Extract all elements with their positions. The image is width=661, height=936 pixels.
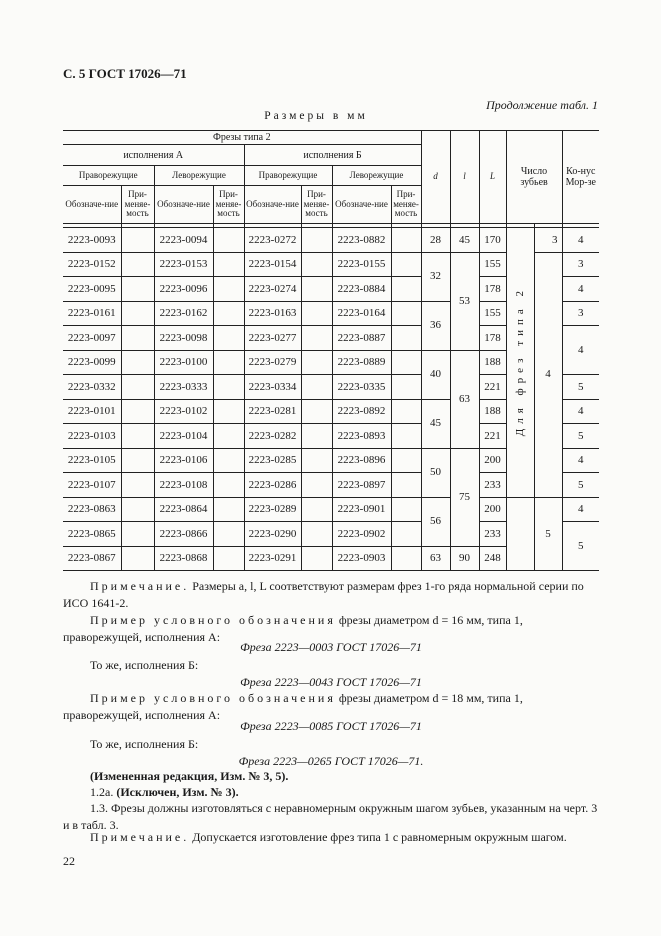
header-l: l bbox=[450, 131, 479, 224]
cell-L: 178 bbox=[479, 326, 506, 351]
code-a-right: 2223-0107 bbox=[63, 473, 121, 498]
page-number: 22 bbox=[63, 854, 75, 868]
cell-d: 63 bbox=[421, 546, 450, 571]
code-a-left: 2223-0104 bbox=[154, 424, 213, 449]
note-1-text: Размеры a, l, L соответствуют размерам фрез 1-го ряда нормальной серии по ИСО 1641-2. bbox=[63, 579, 584, 610]
code-b-right: 2223-0334 bbox=[244, 375, 301, 400]
code-b-right: 2223-0154 bbox=[244, 252, 301, 277]
code-a-right: 2223-0865 bbox=[63, 522, 121, 547]
clause-1-2a-text: (Исключен, Изм. № 3). bbox=[116, 785, 239, 799]
code-a-right: 2223-0105 bbox=[63, 448, 121, 473]
cell-d: 40 bbox=[421, 350, 450, 399]
header-right-a: Праворежущие bbox=[63, 166, 154, 186]
cell-d: 56 bbox=[421, 497, 450, 546]
header-appl: При-меняе-мость bbox=[121, 186, 154, 224]
code-a-left: 2223-0333 bbox=[154, 375, 213, 400]
code-a-left: 2223-0100 bbox=[154, 350, 213, 375]
note-1-label: Примечание. bbox=[90, 579, 190, 593]
example-2-text: фрезы диаметром d = 18 мм, типа 1, праворежущей, исполнения А: bbox=[63, 691, 523, 722]
code-a-left: 2223-0106 bbox=[154, 448, 213, 473]
cell-teeth: 5 bbox=[534, 497, 562, 571]
header-right-b: Праворежущие bbox=[244, 166, 332, 186]
code-b-left: 2223-0155 bbox=[332, 252, 391, 277]
code-b-right: 2223-0291 bbox=[244, 546, 301, 571]
code-b-left: 2223-0892 bbox=[332, 399, 391, 424]
header-d: d bbox=[421, 131, 450, 224]
clause-1-2a bbox=[90, 784, 239, 801]
cell-L: 221 bbox=[479, 424, 506, 449]
code-a-right: 2223-0863 bbox=[63, 497, 121, 522]
cell-cone: 4 bbox=[562, 399, 599, 424]
code-a-left: 2223-0102 bbox=[154, 399, 213, 424]
cell-teeth: 4 bbox=[534, 252, 562, 497]
example-1-text: фрезы диаметром d = 16 мм, типа 1, праворежущей, исполнения А: bbox=[63, 613, 523, 644]
cell-cone: 3 bbox=[562, 301, 599, 326]
note-2-text: Допускается изготовление фрез типа 1 с равномерным окружным шагом. bbox=[189, 830, 567, 844]
code-a-left: 2223-0868 bbox=[154, 546, 213, 571]
code-b-left: 2223-0901 bbox=[332, 497, 391, 522]
vertical-label-blank bbox=[506, 497, 534, 571]
sizes-caption: Размеры в мм bbox=[264, 110, 368, 122]
code-b-right: 2223-0274 bbox=[244, 277, 301, 302]
clause-1-2a-num: 1.2а. bbox=[90, 785, 114, 799]
code-b-left: 2223-0897 bbox=[332, 473, 391, 498]
cell-d: 28 bbox=[421, 228, 450, 253]
header-group: Фрезы типа 2 bbox=[63, 131, 421, 145]
code-a-right: 2223-0867 bbox=[63, 546, 121, 571]
code-a-right: 2223-0161 bbox=[63, 301, 121, 326]
cell-L: 200 bbox=[479, 448, 506, 473]
cell-d: 36 bbox=[421, 301, 450, 350]
code-b-right: 2223-0279 bbox=[244, 350, 301, 375]
example-2-label: Пример условного обозначения bbox=[90, 691, 336, 705]
code-b-right: 2223-0277 bbox=[244, 326, 301, 351]
cell-cone: 5 bbox=[562, 522, 599, 571]
code-b-left: 2223-0164 bbox=[332, 301, 391, 326]
code-b-right: 2223-0281 bbox=[244, 399, 301, 424]
example-1-code: Фреза 2223—0003 ГОСТ 17026—71 bbox=[240, 640, 422, 654]
example-2b-code: Фреза 2223—0265 ГОСТ 17026—71. bbox=[238, 754, 424, 768]
cell-cone: 4 bbox=[562, 448, 599, 473]
code-a-right: 2223-0099 bbox=[63, 350, 121, 375]
cell-L: 170 bbox=[479, 228, 506, 253]
cell-d: 45 bbox=[421, 399, 450, 448]
cell-cone: 5 bbox=[562, 375, 599, 400]
header-code: Обозначе-ние bbox=[154, 186, 213, 224]
code-b-right: 2223-0289 bbox=[244, 497, 301, 522]
header-appl: При-меняе-мость bbox=[391, 186, 421, 224]
cell-teeth: 3 bbox=[534, 228, 562, 253]
cell-d: 50 bbox=[421, 448, 450, 497]
header-L: L bbox=[479, 131, 506, 224]
table-continuation-note: Продолжение табл. 1 bbox=[486, 98, 598, 112]
cell-l: 75 bbox=[450, 448, 479, 546]
code-b-left: 2223-0887 bbox=[332, 326, 391, 351]
note-2 bbox=[63, 829, 599, 846]
code-a-left: 2223-0864 bbox=[154, 497, 213, 522]
code-b-right: 2223-0282 bbox=[244, 424, 301, 449]
vertical-label: Для фрез типа 2 bbox=[513, 285, 526, 436]
code-b-left: 2223-0889 bbox=[332, 350, 391, 375]
header-teeth: Число зубьев bbox=[506, 131, 562, 224]
code-a-left: 2223-0162 bbox=[154, 301, 213, 326]
code-a-left: 2223-0108 bbox=[154, 473, 213, 498]
code-b-left: 2223-0903 bbox=[332, 546, 391, 571]
code-b-right: 2223-0290 bbox=[244, 522, 301, 547]
code-b-left: 2223-0335 bbox=[332, 375, 391, 400]
code-a-right: 2223-0152 bbox=[63, 252, 121, 277]
cell-L: 248 bbox=[479, 546, 506, 571]
vertical-label-cell bbox=[506, 228, 534, 498]
cell-cone: 4 bbox=[562, 326, 599, 375]
cell-L: 221 bbox=[479, 375, 506, 400]
cell-cone: 3 bbox=[562, 252, 599, 277]
clause-1-3: 1.3. Фрезы должны изготовляться с неравномерным окружным шагом зубьев, указанным на черт. 3 и в табл. 3. bbox=[63, 801, 598, 832]
cutters-table bbox=[63, 130, 599, 571]
edition-note: (Измененная редакция, Изм. № 3, 5). bbox=[90, 769, 289, 783]
code-a-left: 2223-0094 bbox=[154, 228, 213, 253]
code-a-left: 2223-0096 bbox=[154, 277, 213, 302]
page-header: С. 5 ГОСТ 17026—71 bbox=[63, 66, 187, 81]
code-b-left: 2223-0882 bbox=[332, 228, 391, 253]
code-b-left: 2223-0893 bbox=[332, 424, 391, 449]
code-b-left: 2223-0902 bbox=[332, 522, 391, 547]
cell-cone: 5 bbox=[562, 424, 599, 449]
code-b-right: 2223-0163 bbox=[244, 301, 301, 326]
cell-cone: 4 bbox=[562, 228, 599, 253]
header-code: Обозначе-ние bbox=[63, 186, 121, 224]
cell-L: 155 bbox=[479, 252, 506, 277]
header-appl: При-меняе-мость bbox=[213, 186, 244, 224]
example-1b-code: Фреза 2223—0043 ГОСТ 17026—71 bbox=[240, 675, 422, 689]
cell-L: 188 bbox=[479, 350, 506, 375]
same-b-2: То же, исполнения Б: bbox=[90, 737, 199, 751]
header-left-a: Леворежущие bbox=[154, 166, 244, 186]
cell-cone: 4 bbox=[562, 277, 599, 302]
header-code: Обозначе-ние bbox=[332, 186, 391, 224]
cell-d: 32 bbox=[421, 252, 450, 301]
code-a-left: 2223-0098 bbox=[154, 326, 213, 351]
header-exec-b: исполнения Б bbox=[244, 145, 421, 166]
header-exec-a: исполнения А bbox=[63, 145, 244, 166]
code-b-left: 2223-0884 bbox=[332, 277, 391, 302]
code-a-left: 2223-0866 bbox=[154, 522, 213, 547]
same-b-1: То же, исполнения Б: bbox=[90, 658, 199, 672]
note-1 bbox=[63, 578, 599, 612]
code-b-left: 2223-0896 bbox=[332, 448, 391, 473]
header-left-b: Леворежущие bbox=[332, 166, 421, 186]
header-code: Обозначе-ние bbox=[244, 186, 301, 224]
cell-l: 90 bbox=[450, 546, 479, 571]
code-b-right: 2223-0286 bbox=[244, 473, 301, 498]
code-a-right: 2223-0097 bbox=[63, 326, 121, 351]
note-2-label: Примечание. bbox=[90, 830, 190, 844]
cell-L: 200 bbox=[479, 497, 506, 522]
cell-L: 233 bbox=[479, 473, 506, 498]
header-cone: Ко-нус Мор-зе bbox=[562, 131, 599, 224]
code-b-right: 2223-0272 bbox=[244, 228, 301, 253]
code-a-right: 2223-0093 bbox=[63, 228, 121, 253]
cell-L: 155 bbox=[479, 301, 506, 326]
cell-l: 63 bbox=[450, 350, 479, 448]
cell-l: 45 bbox=[450, 228, 479, 253]
code-a-left: 2223-0153 bbox=[154, 252, 213, 277]
cell-cone: 4 bbox=[562, 497, 599, 522]
cell-cone: 5 bbox=[562, 473, 599, 498]
cell-L: 233 bbox=[479, 522, 506, 547]
header-appl: При-меняе-мость bbox=[301, 186, 332, 224]
cell-L: 188 bbox=[479, 399, 506, 424]
code-a-right: 2223-0332 bbox=[63, 375, 121, 400]
example-1-label: Пример условного обозначения bbox=[90, 613, 336, 627]
code-a-right: 2223-0095 bbox=[63, 277, 121, 302]
code-b-right: 2223-0285 bbox=[244, 448, 301, 473]
code-a-right: 2223-0101 bbox=[63, 399, 121, 424]
example-2-code: Фреза 2223—0085 ГОСТ 17026—71 bbox=[240, 719, 422, 733]
cell-L: 178 bbox=[479, 277, 506, 302]
code-a-right: 2223-0103 bbox=[63, 424, 121, 449]
cell-l: 53 bbox=[450, 252, 479, 350]
